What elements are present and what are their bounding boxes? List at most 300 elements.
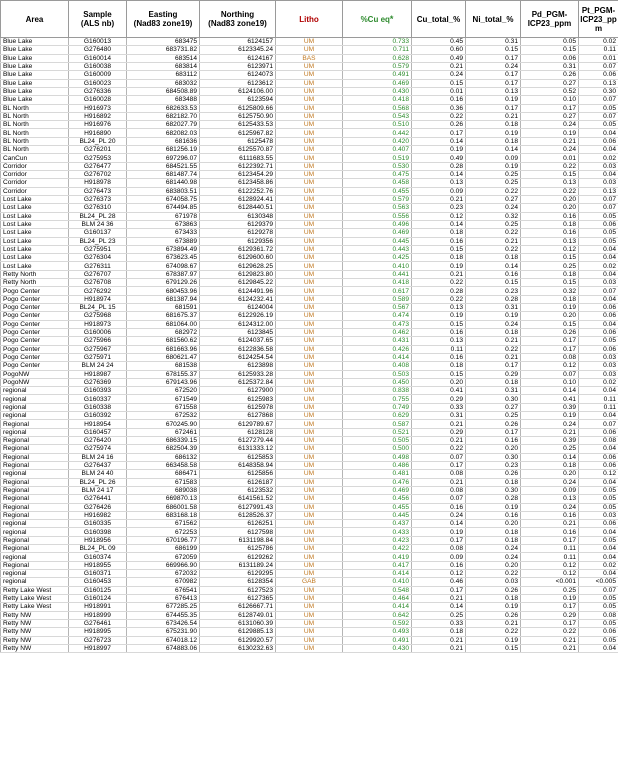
cell-easting: 686471 bbox=[127, 470, 200, 478]
cell-pd-ppm: 0.16 bbox=[521, 212, 579, 220]
cell-pd-ppm: 0.14 bbox=[521, 387, 579, 395]
cell-easting: 678155.37 bbox=[127, 370, 200, 378]
table-row bbox=[1, 304, 618, 312]
cell-pd-ppm: 0.20 bbox=[521, 470, 579, 478]
cell-sample: G276304 bbox=[69, 254, 127, 262]
cell-litho: UM bbox=[276, 287, 343, 295]
cell-cu-total: 0.21 bbox=[412, 420, 466, 428]
cell-cu-total: 0.15 bbox=[412, 79, 466, 87]
cell-ni-total: 0.28 bbox=[466, 495, 521, 503]
cell-cu-total: 0.28 bbox=[412, 287, 466, 295]
cell-cu-eq: 0.491 bbox=[343, 71, 412, 79]
cell-litho: UM bbox=[276, 129, 343, 137]
cell-pt-ppm: 0.05 bbox=[579, 121, 618, 129]
table-row bbox=[1, 129, 618, 137]
cell-easting: 683731.82 bbox=[127, 46, 200, 54]
cell-area: Regional bbox=[1, 536, 69, 544]
cell-northing: 6129600.60 bbox=[200, 254, 276, 262]
cell-cu-eq: 0.469 bbox=[343, 79, 412, 87]
cell-ni-total: 0.31 bbox=[466, 38, 521, 46]
cell-area: Corridor bbox=[1, 162, 69, 170]
cell-pd-ppm: 0.20 bbox=[521, 195, 579, 203]
header-area: Area bbox=[1, 1, 69, 38]
cell-area: regional bbox=[1, 403, 69, 411]
cell-litho: UM bbox=[276, 270, 343, 278]
cell-pd-ppm: 0.08 bbox=[521, 353, 579, 361]
cell-easting: 686199 bbox=[127, 545, 200, 553]
cell-pd-ppm: 0.16 bbox=[521, 528, 579, 536]
cell-litho: UM bbox=[276, 495, 343, 503]
cell-northing: 6129278 bbox=[200, 229, 276, 237]
cell-cu-total: 0.21 bbox=[412, 270, 466, 278]
cell-pd-ppm: 0.19 bbox=[521, 129, 579, 137]
cell-area: Regional bbox=[1, 503, 69, 511]
table-row bbox=[1, 403, 618, 411]
cell-pt-ppm: 0.05 bbox=[579, 237, 618, 245]
cell-northing: 6131198.84 bbox=[200, 536, 276, 544]
cell-sample: BL24_PL 09 bbox=[69, 545, 127, 553]
cell-pt-ppm: 0.05 bbox=[579, 503, 618, 511]
cell-sample: H918991 bbox=[69, 603, 127, 611]
cell-northing: 6128526.37 bbox=[200, 511, 276, 519]
cell-area: Retty North bbox=[1, 279, 69, 287]
cell-pd-ppm: 0.14 bbox=[521, 453, 579, 461]
cell-pd-ppm: 0.07 bbox=[521, 370, 579, 378]
cell-pd-ppm: 0.17 bbox=[521, 603, 579, 611]
cell-area: BL North bbox=[1, 137, 69, 145]
cell-ni-total: 0.16 bbox=[466, 511, 521, 519]
cell-pd-ppm: 0.27 bbox=[521, 112, 579, 120]
cell-northing: 6129823.80 bbox=[200, 270, 276, 278]
cell-litho: UM bbox=[276, 337, 343, 345]
cell-cu-total: 0.22 bbox=[412, 112, 466, 120]
cell-easting: 672532 bbox=[127, 412, 200, 420]
cell-easting: 671978 bbox=[127, 212, 200, 220]
cell-sample: G160338 bbox=[69, 403, 127, 411]
cell-pd-ppm: 0.12 bbox=[521, 570, 579, 578]
cell-litho: UM bbox=[276, 345, 343, 353]
cell-ni-total: 0.19 bbox=[466, 603, 521, 611]
cell-litho: UM bbox=[276, 112, 343, 120]
cell-easting: 682972 bbox=[127, 328, 200, 336]
cell-pd-ppm: 0.15 bbox=[521, 171, 579, 179]
cell-sample: G160371 bbox=[69, 570, 127, 578]
cell-easting: 686132 bbox=[127, 453, 200, 461]
cell-area: Retty NW bbox=[1, 636, 69, 644]
cell-easting: 682182.70 bbox=[127, 112, 200, 120]
cell-cu-total: 0.60 bbox=[412, 46, 466, 54]
cell-cu-total: 0.22 bbox=[412, 279, 466, 287]
cell-cu-total: 0.23 bbox=[412, 204, 466, 212]
cell-easting: 670196.77 bbox=[127, 536, 200, 544]
cell-pd-ppm: 0.05 bbox=[521, 38, 579, 46]
cell-pt-ppm: 0.06 bbox=[579, 71, 618, 79]
cell-cu-eq: 0.425 bbox=[343, 254, 412, 262]
cell-cu-eq: 0.629 bbox=[343, 412, 412, 420]
cell-litho: GAB bbox=[276, 578, 343, 586]
cell-easting: 682082.03 bbox=[127, 129, 200, 137]
cell-cu-total: 0.28 bbox=[412, 162, 466, 170]
cell-ni-total: 0.28 bbox=[466, 295, 521, 303]
cell-northing: 6127991.43 bbox=[200, 503, 276, 511]
cell-cu-eq: 0.442 bbox=[343, 129, 412, 137]
cell-sample: G276426 bbox=[69, 503, 127, 511]
cell-cu-total: 0.15 bbox=[412, 320, 466, 328]
table-row bbox=[1, 187, 618, 195]
cell-cu-eq: 0.486 bbox=[343, 461, 412, 469]
cell-sample: BLM 24 16 bbox=[69, 453, 127, 461]
cell-northing: 6111683.55 bbox=[200, 154, 276, 162]
cell-cu-total: 0.08 bbox=[412, 545, 466, 553]
header-ni-total: Ni_total_% bbox=[466, 1, 521, 38]
cell-cu-eq: 0.414 bbox=[343, 603, 412, 611]
cell-easting: 671549 bbox=[127, 395, 200, 403]
cell-pd-ppm: 0.24 bbox=[521, 420, 579, 428]
cell-cu-total: 0.18 bbox=[412, 362, 466, 370]
cell-cu-total: 0.21 bbox=[412, 594, 466, 602]
cell-litho: UM bbox=[276, 570, 343, 578]
cell-northing: 6126187 bbox=[200, 478, 276, 486]
cell-area: Pogo Center bbox=[1, 287, 69, 295]
cell-litho: UM bbox=[276, 503, 343, 511]
cell-northing: 6123845 bbox=[200, 328, 276, 336]
cell-cu-total: 0.17 bbox=[412, 129, 466, 137]
cell-area: BL North bbox=[1, 129, 69, 137]
cell-litho: UM bbox=[276, 553, 343, 561]
cell-cu-total: 0.15 bbox=[412, 370, 466, 378]
cell-ni-total: 0.15 bbox=[466, 46, 521, 54]
cell-ni-total: 0.31 bbox=[466, 304, 521, 312]
cell-northing: 6128749.01 bbox=[200, 611, 276, 619]
cell-pt-ppm: 0.04 bbox=[579, 320, 618, 328]
cell-pd-ppm: 0.09 bbox=[521, 486, 579, 494]
cell-sample: G160457 bbox=[69, 428, 127, 436]
cell-area: Blue Lake bbox=[1, 38, 69, 46]
cell-northing: 6127279.44 bbox=[200, 437, 276, 445]
cell-area: Retty Lake West bbox=[1, 594, 69, 602]
cell-litho: UM bbox=[276, 304, 343, 312]
cell-northing: 6129361.72 bbox=[200, 245, 276, 253]
cell-pt-ppm: 0.06 bbox=[579, 137, 618, 145]
cell-pt-ppm: 0.06 bbox=[579, 628, 618, 636]
cell-pt-ppm: 0.06 bbox=[579, 453, 618, 461]
cell-cu-total: 0.14 bbox=[412, 603, 466, 611]
cell-area: Lost Lake bbox=[1, 262, 69, 270]
table-row bbox=[1, 220, 618, 228]
cell-ni-total: 0.21 bbox=[466, 237, 521, 245]
cell-ni-total: 0.29 bbox=[466, 370, 521, 378]
cell-sample: H916982 bbox=[69, 511, 127, 519]
cell-easting: 676541 bbox=[127, 586, 200, 594]
cell-pt-ppm: 0.04 bbox=[579, 553, 618, 561]
cell-ni-total: 0.22 bbox=[466, 570, 521, 578]
cell-sample: G160023 bbox=[69, 79, 127, 87]
cell-cu-eq: 0.543 bbox=[343, 112, 412, 120]
cell-litho: UM bbox=[276, 245, 343, 253]
cell-cu-total: 0.29 bbox=[412, 428, 466, 436]
cell-sample: G160392 bbox=[69, 412, 127, 420]
cell-pt-ppm: 0.06 bbox=[579, 220, 618, 228]
cell-ni-total: 0.20 bbox=[466, 520, 521, 528]
cell-pt-ppm: 0.06 bbox=[579, 312, 618, 320]
cell-pt-ppm: 0.04 bbox=[579, 387, 618, 395]
cell-area: Regional bbox=[1, 495, 69, 503]
cell-sample: G276369 bbox=[69, 378, 127, 386]
cell-pt-ppm: 0.03 bbox=[579, 279, 618, 287]
cell-pt-ppm: 0.12 bbox=[579, 470, 618, 478]
cell-cu-eq: 0.417 bbox=[343, 561, 412, 569]
cell-ni-total: 0.18 bbox=[466, 594, 521, 602]
cell-area: Blue Lake bbox=[1, 46, 69, 54]
cell-cu-eq: 0.407 bbox=[343, 146, 412, 154]
cell-cu-eq: 0.556 bbox=[343, 212, 412, 220]
cell-pt-ppm: 0.03 bbox=[579, 162, 618, 170]
cell-pd-ppm: 0.21 bbox=[521, 137, 579, 145]
cell-easting: 681538 bbox=[127, 362, 200, 370]
cell-litho: UM bbox=[276, 38, 343, 46]
cell-litho: UM bbox=[276, 71, 343, 79]
cell-cu-eq: 0.410 bbox=[343, 578, 412, 586]
cell-area: Lost Lake bbox=[1, 229, 69, 237]
cell-area: Regional bbox=[1, 486, 69, 494]
table-row bbox=[1, 511, 618, 519]
cell-ni-total: 0.16 bbox=[466, 437, 521, 445]
cell-ni-total: 0.24 bbox=[466, 545, 521, 553]
cell-ni-total: 0.19 bbox=[466, 636, 521, 644]
cell-cu-total: 0.19 bbox=[412, 146, 466, 154]
cell-pd-ppm: 0.10 bbox=[521, 378, 579, 386]
cell-pd-ppm: 0.18 bbox=[521, 461, 579, 469]
cell-northing: 6129628.25 bbox=[200, 262, 276, 270]
cell-cu-eq: 0.500 bbox=[343, 445, 412, 453]
cell-pt-ppm: 0.04 bbox=[579, 644, 618, 652]
cell-northing: 6128354 bbox=[200, 578, 276, 586]
cell-cu-eq: 0.476 bbox=[343, 478, 412, 486]
cell-litho: UM bbox=[276, 619, 343, 627]
table-row bbox=[1, 195, 618, 203]
cell-northing: 6125853 bbox=[200, 453, 276, 461]
cell-area: Blue Lake bbox=[1, 71, 69, 79]
cell-litho: UM bbox=[276, 536, 343, 544]
cell-easting: 683032 bbox=[127, 79, 200, 87]
cell-litho: UM bbox=[276, 437, 343, 445]
cell-area: Lost Lake bbox=[1, 245, 69, 253]
table-row bbox=[1, 54, 618, 62]
cell-easting: 672520 bbox=[127, 387, 200, 395]
cell-cu-eq: 0.419 bbox=[343, 553, 412, 561]
cell-cu-total: 0.24 bbox=[412, 511, 466, 519]
cell-pd-ppm: 0.12 bbox=[521, 245, 579, 253]
cell-area: Pogo Center bbox=[1, 320, 69, 328]
cell-cu-eq: 0.474 bbox=[343, 312, 412, 320]
cell-easting: 681440.98 bbox=[127, 179, 200, 187]
cell-pt-ppm: 0.06 bbox=[579, 428, 618, 436]
cell-easting: 684508.89 bbox=[127, 87, 200, 95]
cell-pt-ppm: 0.03 bbox=[579, 362, 618, 370]
table-row bbox=[1, 628, 618, 636]
cell-northing: 6123612 bbox=[200, 79, 276, 87]
cell-sample: H918956 bbox=[69, 536, 127, 544]
cell-pt-ppm: 0.04 bbox=[579, 129, 618, 137]
cell-pd-ppm: 0.41 bbox=[521, 395, 579, 403]
cell-easting: 671558 bbox=[127, 403, 200, 411]
cell-cu-eq: 0.475 bbox=[343, 171, 412, 179]
cell-ni-total: 0.26 bbox=[466, 470, 521, 478]
cell-area: Lost Lake bbox=[1, 237, 69, 245]
cell-northing: 6129295 bbox=[200, 570, 276, 578]
cell-ni-total: 0.13 bbox=[466, 87, 521, 95]
cell-northing: 6128128 bbox=[200, 428, 276, 436]
cell-pd-ppm: 0.20 bbox=[521, 204, 579, 212]
cell-easting: 682027.79 bbox=[127, 121, 200, 129]
cell-easting: 681560.62 bbox=[127, 337, 200, 345]
cell-sample: H918954 bbox=[69, 420, 127, 428]
cell-cu-total: 0.09 bbox=[412, 553, 466, 561]
cell-pt-ppm: 0.07 bbox=[579, 96, 618, 104]
cell-easting: 674883.06 bbox=[127, 644, 200, 652]
cell-easting: 686339.15 bbox=[127, 437, 200, 445]
cell-northing: 6128440.51 bbox=[200, 204, 276, 212]
cell-area: Retty Lake West bbox=[1, 603, 69, 611]
cell-sample: G160374 bbox=[69, 553, 127, 561]
header-pt-ppm: Pt_PGM- ICP23_pp m bbox=[579, 1, 618, 38]
cell-sample: G160124 bbox=[69, 594, 127, 602]
cell-litho: UM bbox=[276, 412, 343, 420]
cell-easting: 669870.13 bbox=[127, 495, 200, 503]
cell-pt-ppm: 0.01 bbox=[579, 54, 618, 62]
cell-cu-total: 0.21 bbox=[412, 437, 466, 445]
cell-easting: 672032 bbox=[127, 570, 200, 578]
cell-ni-total: 0.21 bbox=[466, 353, 521, 361]
cell-pt-ppm: 0.05 bbox=[579, 486, 618, 494]
cell-ni-total: 0.27 bbox=[466, 195, 521, 203]
cell-ni-total: 0.22 bbox=[466, 245, 521, 253]
cell-easting: 673894.49 bbox=[127, 245, 200, 253]
cell-easting: 674058.75 bbox=[127, 195, 200, 203]
cell-easting: 681064.00 bbox=[127, 320, 200, 328]
table-row bbox=[1, 378, 618, 386]
cell-easting: 683488 bbox=[127, 96, 200, 104]
cell-cu-total: 0.21 bbox=[412, 644, 466, 652]
cell-pd-ppm: 0.13 bbox=[521, 495, 579, 503]
cell-sample: G276310 bbox=[69, 204, 127, 212]
cell-area: Regional bbox=[1, 453, 69, 461]
cell-cu-eq: 0.450 bbox=[343, 378, 412, 386]
cell-pd-ppm: 0.21 bbox=[521, 636, 579, 644]
cell-easting: 679129.26 bbox=[127, 279, 200, 287]
cell-northing: 6123594 bbox=[200, 96, 276, 104]
cell-ni-total: 0.17 bbox=[466, 104, 521, 112]
cell-northing: 6125933.28 bbox=[200, 370, 276, 378]
cell-northing: 6125786 bbox=[200, 545, 276, 553]
cell-easting: 681387.94 bbox=[127, 295, 200, 303]
cell-pd-ppm: 0.17 bbox=[521, 536, 579, 544]
cell-area: Pogo Center bbox=[1, 362, 69, 370]
cell-litho: UM bbox=[276, 162, 343, 170]
cell-pt-ppm: 0.04 bbox=[579, 146, 618, 154]
cell-pt-ppm: 0.03 bbox=[579, 179, 618, 187]
cell-pd-ppm: 0.19 bbox=[521, 412, 579, 420]
cell-pd-ppm: 0.15 bbox=[521, 279, 579, 287]
cell-northing: 6123458.86 bbox=[200, 179, 276, 187]
table-row bbox=[1, 586, 618, 594]
cell-pt-ppm: 0.04 bbox=[579, 545, 618, 553]
cell-sample: G160393 bbox=[69, 387, 127, 395]
cell-pd-ppm: 0.39 bbox=[521, 403, 579, 411]
cell-pd-ppm: 0.39 bbox=[521, 437, 579, 445]
cell-ni-total: 0.25 bbox=[466, 171, 521, 179]
cell-sample: G276477 bbox=[69, 162, 127, 170]
cell-area: regional bbox=[1, 578, 69, 586]
cell-cu-total: 0.14 bbox=[412, 137, 466, 145]
cell-pd-ppm: 0.24 bbox=[521, 478, 579, 486]
cell-pd-ppm: 0.11 bbox=[521, 553, 579, 561]
cell-pd-ppm: 0.16 bbox=[521, 229, 579, 237]
cell-sample: BL24_PL 23 bbox=[69, 237, 127, 245]
cell-cu-eq: 0.749 bbox=[343, 403, 412, 411]
cell-cu-total: 0.18 bbox=[412, 254, 466, 262]
cell-easting: 680453.96 bbox=[127, 287, 200, 295]
cell-ni-total: 0.09 bbox=[466, 154, 521, 162]
cell-cu-eq: 0.628 bbox=[343, 54, 412, 62]
cell-litho: UM bbox=[276, 171, 343, 179]
cell-cu-total: 0.25 bbox=[412, 611, 466, 619]
table-row bbox=[1, 420, 618, 428]
cell-cu-eq: 0.617 bbox=[343, 287, 412, 295]
cell-pt-ppm: 0.02 bbox=[579, 38, 618, 46]
cell-cu-eq: 0.838 bbox=[343, 387, 412, 395]
cell-cu-eq: 0.548 bbox=[343, 586, 412, 594]
cell-cu-eq: 0.431 bbox=[343, 337, 412, 345]
cell-litho: UM bbox=[276, 212, 343, 220]
cell-ni-total: 0.24 bbox=[466, 204, 521, 212]
cell-easting: 677285.25 bbox=[127, 603, 200, 611]
cell-northing: 6124004 bbox=[200, 304, 276, 312]
cell-cu-eq: 0.458 bbox=[343, 179, 412, 187]
cell-easting: 683814 bbox=[127, 62, 200, 70]
cell-easting: 682633.53 bbox=[127, 104, 200, 112]
header-cu-total: Cu_total_% bbox=[412, 1, 466, 38]
cell-area: regional bbox=[1, 553, 69, 561]
cell-cu-eq: 0.510 bbox=[343, 121, 412, 129]
cell-sample: G276708 bbox=[69, 279, 127, 287]
cell-area: regional bbox=[1, 570, 69, 578]
cell-ni-total: 0.25 bbox=[466, 179, 521, 187]
cell-easting: 674098.67 bbox=[127, 262, 200, 270]
table-row bbox=[1, 362, 618, 370]
cell-sample: G276473 bbox=[69, 187, 127, 195]
cell-cu-eq: 0.464 bbox=[343, 594, 412, 602]
cell-litho: UM bbox=[276, 628, 343, 636]
cell-pt-ppm: 0.06 bbox=[579, 328, 618, 336]
cell-northing: 6123345.24 bbox=[200, 46, 276, 54]
cell-sample: H916892 bbox=[69, 112, 127, 120]
cell-ni-total: 0.27 bbox=[466, 403, 521, 411]
cell-area: Blue Lake bbox=[1, 79, 69, 87]
cell-cu-eq: 0.521 bbox=[343, 428, 412, 436]
cell-ni-total: 0.22 bbox=[466, 229, 521, 237]
cell-cu-eq: 0.469 bbox=[343, 486, 412, 494]
table-row bbox=[1, 204, 618, 212]
cell-litho: UM bbox=[276, 445, 343, 453]
cell-ni-total: 0.20 bbox=[466, 445, 521, 453]
cell-cu-total: 0.36 bbox=[412, 104, 466, 112]
cell-pt-ppm: 0.07 bbox=[579, 112, 618, 120]
table-row bbox=[1, 345, 618, 353]
cell-area: Pogo Center bbox=[1, 353, 69, 361]
cell-northing: 6127365 bbox=[200, 594, 276, 602]
table-row bbox=[1, 470, 618, 478]
